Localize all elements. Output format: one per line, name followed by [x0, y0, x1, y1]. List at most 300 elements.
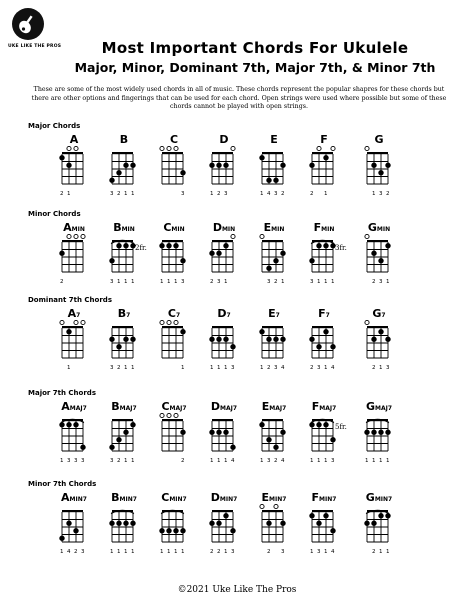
- chord-diagram: [54, 308, 94, 378]
- chord-diagram: [254, 492, 294, 562]
- finger-dot: [223, 430, 228, 435]
- finger-dot: [59, 251, 64, 256]
- chord-root: F: [320, 133, 328, 146]
- finger-dot: [123, 521, 128, 526]
- finger-dot: [259, 155, 264, 160]
- fretboard-grid: [359, 401, 399, 459]
- finger-number: 3: [379, 191, 383, 197]
- finger-number: 1: [124, 191, 128, 197]
- chord-diagram: [254, 222, 294, 292]
- nut: [62, 152, 83, 154]
- chord-diagram: [154, 401, 194, 471]
- finger-number: 1: [379, 365, 383, 371]
- finger-dot: [223, 163, 228, 168]
- chord-root: G: [365, 491, 375, 504]
- finger-number: 1: [260, 365, 264, 371]
- finger-number: 2: [117, 458, 121, 464]
- fretboard-grid: [154, 492, 194, 550]
- nut: [212, 152, 233, 154]
- chord-quality: MAJ7: [269, 405, 287, 412]
- finger-number: 2: [181, 458, 185, 464]
- finger-number: 3: [110, 458, 114, 464]
- finger-number: 2: [74, 549, 78, 555]
- finger-dot: [316, 243, 321, 248]
- chord-root: C: [161, 400, 170, 413]
- open-string-marker: [74, 146, 78, 150]
- finger-number: 1: [324, 365, 328, 371]
- finger-number: 1: [110, 549, 114, 555]
- fretboard-grid: [104, 134, 144, 192]
- fretboard-grid: [154, 401, 194, 459]
- nut: [112, 152, 133, 154]
- open-string-marker: [160, 146, 164, 150]
- fretboard-grid: [104, 401, 144, 459]
- chord-root: A: [61, 491, 70, 504]
- finger-number: 3: [74, 458, 78, 464]
- open-string-marker: [81, 234, 85, 238]
- open-string-marker: [167, 146, 171, 150]
- finger-dot: [323, 155, 328, 160]
- nut: [112, 419, 133, 421]
- finger-dot: [209, 163, 214, 168]
- finger-dot: [109, 178, 114, 183]
- finger-number: 2: [267, 549, 271, 555]
- finger-number: 1: [386, 458, 390, 464]
- nut: [367, 152, 388, 154]
- fretboard-grid: [304, 134, 344, 192]
- finger-number: 3: [81, 458, 85, 464]
- chord-root: F: [311, 400, 320, 413]
- fretboard-grid: [359, 222, 399, 280]
- finger-dot: [378, 430, 383, 435]
- finger-dot: [371, 521, 376, 526]
- chord-quality: 7: [76, 312, 81, 319]
- section-label: Major 7th Chords: [28, 389, 96, 397]
- chord-root: E: [270, 133, 278, 146]
- finger-dot: [385, 337, 390, 342]
- finger-dot: [66, 521, 71, 526]
- chord-diagram: [254, 134, 294, 204]
- finger-number: 3: [181, 191, 185, 197]
- finger-dot: [159, 528, 164, 533]
- finger-dot: [130, 163, 135, 168]
- finger-number: 1: [365, 458, 369, 464]
- chord-diagram: [54, 134, 94, 204]
- finger-dot: [73, 528, 78, 533]
- open-string-marker: [167, 413, 171, 417]
- open-string-marker: [167, 320, 171, 324]
- finger-dot: [266, 437, 271, 442]
- chord-diagram: [104, 134, 144, 204]
- ukulele-logo-icon: [12, 8, 44, 40]
- finger-dot: [378, 329, 383, 334]
- finger-dot: [323, 243, 328, 248]
- section-label: Major Chords: [28, 122, 81, 130]
- fretboard-grid: [54, 492, 94, 550]
- finger-dot: [209, 430, 214, 435]
- fretboard-grid: [304, 492, 344, 550]
- open-string-marker: [174, 413, 178, 417]
- nut: [162, 326, 183, 328]
- finger-number: 1: [167, 549, 171, 555]
- finger-number: 2: [210, 279, 214, 285]
- chord-diagram: [359, 401, 399, 471]
- finger-dot: [66, 422, 71, 427]
- finger-number: 1: [260, 191, 264, 197]
- finger-dot: [66, 329, 71, 334]
- finger-number: 1: [324, 458, 328, 464]
- open-string-marker: [365, 320, 369, 324]
- finger-dot: [209, 251, 214, 256]
- finger-number: 1: [67, 365, 71, 371]
- open-string-marker: [317, 146, 321, 150]
- finger-number: 2: [217, 191, 221, 197]
- chord-diagram: [54, 492, 94, 562]
- finger-number: 1: [131, 549, 135, 555]
- open-string-marker: [160, 413, 164, 417]
- finger-number: 1: [117, 279, 121, 285]
- chord-root: B: [111, 491, 120, 504]
- finger-dot: [371, 251, 376, 256]
- chord-quality: MIN: [271, 226, 285, 233]
- fretboard-grid: [254, 134, 294, 192]
- chord-diagram: [304, 400, 347, 471]
- open-string-marker: [331, 146, 335, 150]
- finger-dot: [385, 243, 390, 248]
- finger-dot: [309, 258, 314, 263]
- chord-diagram: [304, 134, 344, 204]
- finger-number: 1: [217, 458, 221, 464]
- finger-number: 2: [267, 365, 271, 371]
- chord-diagram: [204, 222, 244, 292]
- chord-diagram: [204, 308, 244, 378]
- chord-root: A: [69, 133, 79, 146]
- chord-diagram: [304, 308, 344, 378]
- finger-dot: [364, 521, 369, 526]
- chord-diagram: [104, 401, 144, 471]
- chord-diagram: [204, 492, 244, 562]
- chord-root: E: [261, 400, 270, 413]
- finger-number: 1: [224, 549, 228, 555]
- finger-number: 2: [274, 279, 278, 285]
- finger-dot: [266, 178, 271, 183]
- finger-dot: [259, 422, 264, 427]
- finger-number: 2: [117, 191, 121, 197]
- chord-root: B: [117, 307, 127, 320]
- finger-dot: [280, 251, 285, 256]
- chord-quality: MAJ7: [220, 405, 238, 412]
- finger-dot: [371, 337, 376, 342]
- finger-dot: [385, 513, 390, 518]
- chord-quality: MIN: [71, 226, 85, 233]
- finger-number: 3: [224, 191, 228, 197]
- finger-number: 1: [117, 549, 121, 555]
- fretboard-grid: [254, 492, 294, 550]
- chord-root: D: [217, 307, 227, 320]
- finger-number: 1: [310, 549, 314, 555]
- nut: [212, 240, 233, 242]
- finger-dot: [180, 170, 185, 175]
- chord-quality: MAJ7: [169, 405, 187, 412]
- finger-number: 1: [124, 549, 128, 555]
- chord-diagram: [104, 221, 147, 292]
- finger-dot: [223, 337, 228, 342]
- finger-number: 2: [372, 549, 376, 555]
- chord-diagram: [54, 401, 94, 471]
- fretboard-grid: [254, 401, 294, 459]
- finger-number: 3: [317, 549, 321, 555]
- chord-quality: MIN7: [119, 496, 137, 503]
- chord-quality: 7: [381, 312, 386, 319]
- chord-root: D: [210, 491, 220, 504]
- finger-dot: [385, 430, 390, 435]
- finger-dot: [166, 243, 171, 248]
- chord-diagram: [154, 222, 194, 292]
- finger-dot: [223, 513, 228, 518]
- finger-number: 3: [231, 549, 235, 555]
- finger-number: 3: [274, 191, 278, 197]
- finger-number: 1: [124, 279, 128, 285]
- chord-quality: MAJ7: [375, 405, 393, 412]
- finger-dot: [330, 344, 335, 349]
- finger-number: 1: [386, 279, 390, 285]
- fretboard-grid: [154, 134, 194, 192]
- finger-dot: [316, 521, 321, 526]
- finger-dot: [309, 163, 314, 168]
- chord-diagram: [104, 308, 144, 378]
- finger-number: 1: [324, 279, 328, 285]
- finger-number: 1: [260, 458, 264, 464]
- fretboard-grid: [359, 308, 399, 366]
- finger-number: 1: [174, 549, 178, 555]
- brand-logo: [8, 8, 62, 58]
- open-string-marker: [260, 234, 264, 238]
- finger-dot: [316, 422, 321, 427]
- finger-dot: [73, 422, 78, 427]
- chord-root: G: [365, 400, 375, 413]
- finger-number: 3: [379, 279, 383, 285]
- finger-number: 4: [267, 191, 271, 197]
- finger-number: 1: [386, 549, 390, 555]
- finger-number: 1: [167, 279, 171, 285]
- chord-diagram: [254, 401, 294, 471]
- finger-number: 1: [379, 458, 383, 464]
- nut: [162, 152, 183, 154]
- finger-number: 2: [60, 191, 64, 197]
- chord-quality: 7: [175, 312, 181, 319]
- chord-quality: 7: [126, 312, 131, 319]
- finger-number: 2: [372, 365, 376, 371]
- chord-quality: 7: [325, 312, 330, 319]
- chord-diagram: [359, 134, 399, 204]
- finger-dot: [273, 178, 278, 183]
- chord-root: A: [67, 307, 77, 320]
- finger-number: 2: [310, 191, 314, 197]
- finger-number: 3: [110, 191, 114, 197]
- chord-quality: MIN7: [69, 496, 87, 503]
- finger-number: 1: [160, 279, 164, 285]
- open-string-marker: [365, 146, 369, 150]
- finger-dot: [280, 521, 285, 526]
- nut: [262, 510, 283, 512]
- finger-number: 1: [324, 549, 328, 555]
- finger-dot: [385, 163, 390, 168]
- chord-diagram: [54, 222, 94, 292]
- chord-diagram: [359, 222, 399, 292]
- finger-number: 1: [60, 458, 64, 464]
- finger-dot: [280, 337, 285, 342]
- chord-quality: MAJ7: [69, 405, 87, 412]
- chord-root: B: [113, 221, 122, 234]
- fretboard-grid: [104, 492, 144, 550]
- finger-number: 1: [379, 549, 383, 555]
- chord-diagram: [359, 492, 399, 562]
- fretboard-grid: [204, 401, 244, 459]
- finger-number: 1: [60, 549, 64, 555]
- fretboard-grid: [154, 222, 194, 280]
- finger-dot: [216, 251, 221, 256]
- finger-number: 1: [181, 365, 185, 371]
- finger-number: 3: [67, 458, 71, 464]
- chord-root: B: [111, 400, 120, 413]
- chord-root: C: [167, 307, 176, 320]
- finger-dot: [159, 243, 164, 248]
- nut: [262, 240, 283, 242]
- chord-diagram: [154, 492, 194, 562]
- open-string-marker: [74, 320, 78, 324]
- finger-dot: [180, 329, 185, 334]
- nut: [62, 240, 83, 242]
- chord-quality: MIN: [221, 226, 236, 233]
- fretboard-grid: [204, 308, 244, 366]
- chord-root: F: [313, 221, 322, 234]
- open-string-marker: [365, 234, 369, 238]
- finger-dot: [259, 329, 264, 334]
- finger-number: 3: [317, 365, 321, 371]
- finger-number: 4: [331, 365, 335, 371]
- finger-number: 1: [160, 549, 164, 555]
- fretboard-grid: [359, 134, 399, 192]
- finger-number: 1: [372, 458, 376, 464]
- finger-dot: [323, 329, 328, 334]
- finger-dot: [273, 337, 278, 342]
- chord-root: A: [61, 400, 70, 413]
- finger-dot: [80, 445, 85, 450]
- finger-dot: [309, 513, 314, 518]
- section-label: Dominant 7th Chords: [28, 296, 112, 304]
- nut: [367, 326, 388, 328]
- chord-quality: MIN7: [374, 496, 393, 503]
- chord-root: G: [374, 133, 384, 146]
- finger-number: 3: [267, 279, 271, 285]
- open-string-marker: [174, 146, 178, 150]
- finger-dot: [230, 445, 235, 450]
- nut: [212, 326, 233, 328]
- finger-number: 4: [281, 458, 285, 464]
- finger-number: 2: [372, 279, 376, 285]
- finger-number: 2: [274, 458, 278, 464]
- finger-dot: [280, 430, 285, 435]
- finger-number: 2: [210, 549, 214, 555]
- nut: [62, 510, 83, 512]
- open-string-marker: [67, 234, 71, 238]
- finger-dot: [309, 337, 314, 342]
- finger-number: 4: [231, 458, 235, 464]
- finger-dot: [123, 337, 128, 342]
- finger-dot: [273, 445, 278, 450]
- fretboard-grid: [204, 134, 244, 192]
- finger-dot: [280, 163, 285, 168]
- finger-number: 3: [386, 365, 390, 371]
- fretboard-grid: [54, 222, 94, 280]
- chord-quality: MIN: [121, 226, 135, 233]
- finger-number: 3: [231, 365, 235, 371]
- copyright-footer: ©2021 Uke Like The Pros: [177, 585, 297, 595]
- nut: [262, 419, 283, 421]
- finger-number: 3: [110, 365, 114, 371]
- finger-number: 1: [317, 279, 321, 285]
- finger-dot: [371, 163, 376, 168]
- finger-number: 1: [317, 458, 321, 464]
- chord-quality: MIN7: [219, 496, 238, 503]
- finger-dot: [130, 422, 135, 427]
- fretboard-grid: [154, 308, 194, 366]
- chord-root: D: [212, 221, 222, 234]
- finger-number: 3: [181, 279, 185, 285]
- finger-dot: [123, 430, 128, 435]
- open-string-marker: [231, 234, 235, 238]
- chord-quality: 7: [226, 312, 231, 319]
- finger-dot: [223, 243, 228, 248]
- finger-number: 1: [224, 458, 228, 464]
- finger-number: 1: [210, 365, 214, 371]
- nut: [312, 152, 333, 154]
- finger-dot: [216, 337, 221, 342]
- chord-root: C: [161, 491, 170, 504]
- finger-dot: [216, 163, 221, 168]
- finger-dot: [364, 430, 369, 435]
- finger-dot: [123, 163, 128, 168]
- finger-dot: [330, 528, 335, 533]
- nut: [312, 326, 333, 328]
- section-label: Minor 7th Chords: [28, 480, 97, 488]
- finger-dot: [180, 528, 185, 533]
- finger-number: 3: [217, 279, 221, 285]
- finger-dot: [109, 337, 114, 342]
- finger-dot: [216, 430, 221, 435]
- nut: [262, 152, 283, 154]
- intro-paragraph: These are some of the most widely used chords in all of music. These chords represent the popular shapres for these chords but there are other options and fingerings that can be used for each chord. Open strings were used where possible but some of these chords cannot be played with open strings.: [31, 86, 447, 111]
- chord-root: E: [263, 221, 272, 234]
- fretboard-grid: [104, 308, 144, 366]
- finger-number: 1: [67, 191, 71, 197]
- finger-dot: [378, 513, 383, 518]
- open-string-marker: [260, 504, 264, 508]
- finger-dot: [116, 437, 121, 442]
- page-subtitle: Major, Minor, Dominant 7th, Major 7th, & Minor 7th: [74, 60, 436, 75]
- finger-dot: [230, 528, 235, 533]
- chord-diagram: [204, 401, 244, 471]
- nut: [312, 510, 333, 512]
- chord-root: E: [261, 491, 270, 504]
- finger-dot: [116, 521, 121, 526]
- finger-dot: [316, 344, 321, 349]
- nut: [212, 510, 233, 512]
- finger-number: 1: [224, 279, 228, 285]
- fretboard-grid: [204, 492, 244, 550]
- finger-number: 1: [217, 365, 221, 371]
- finger-number: 1: [181, 549, 185, 555]
